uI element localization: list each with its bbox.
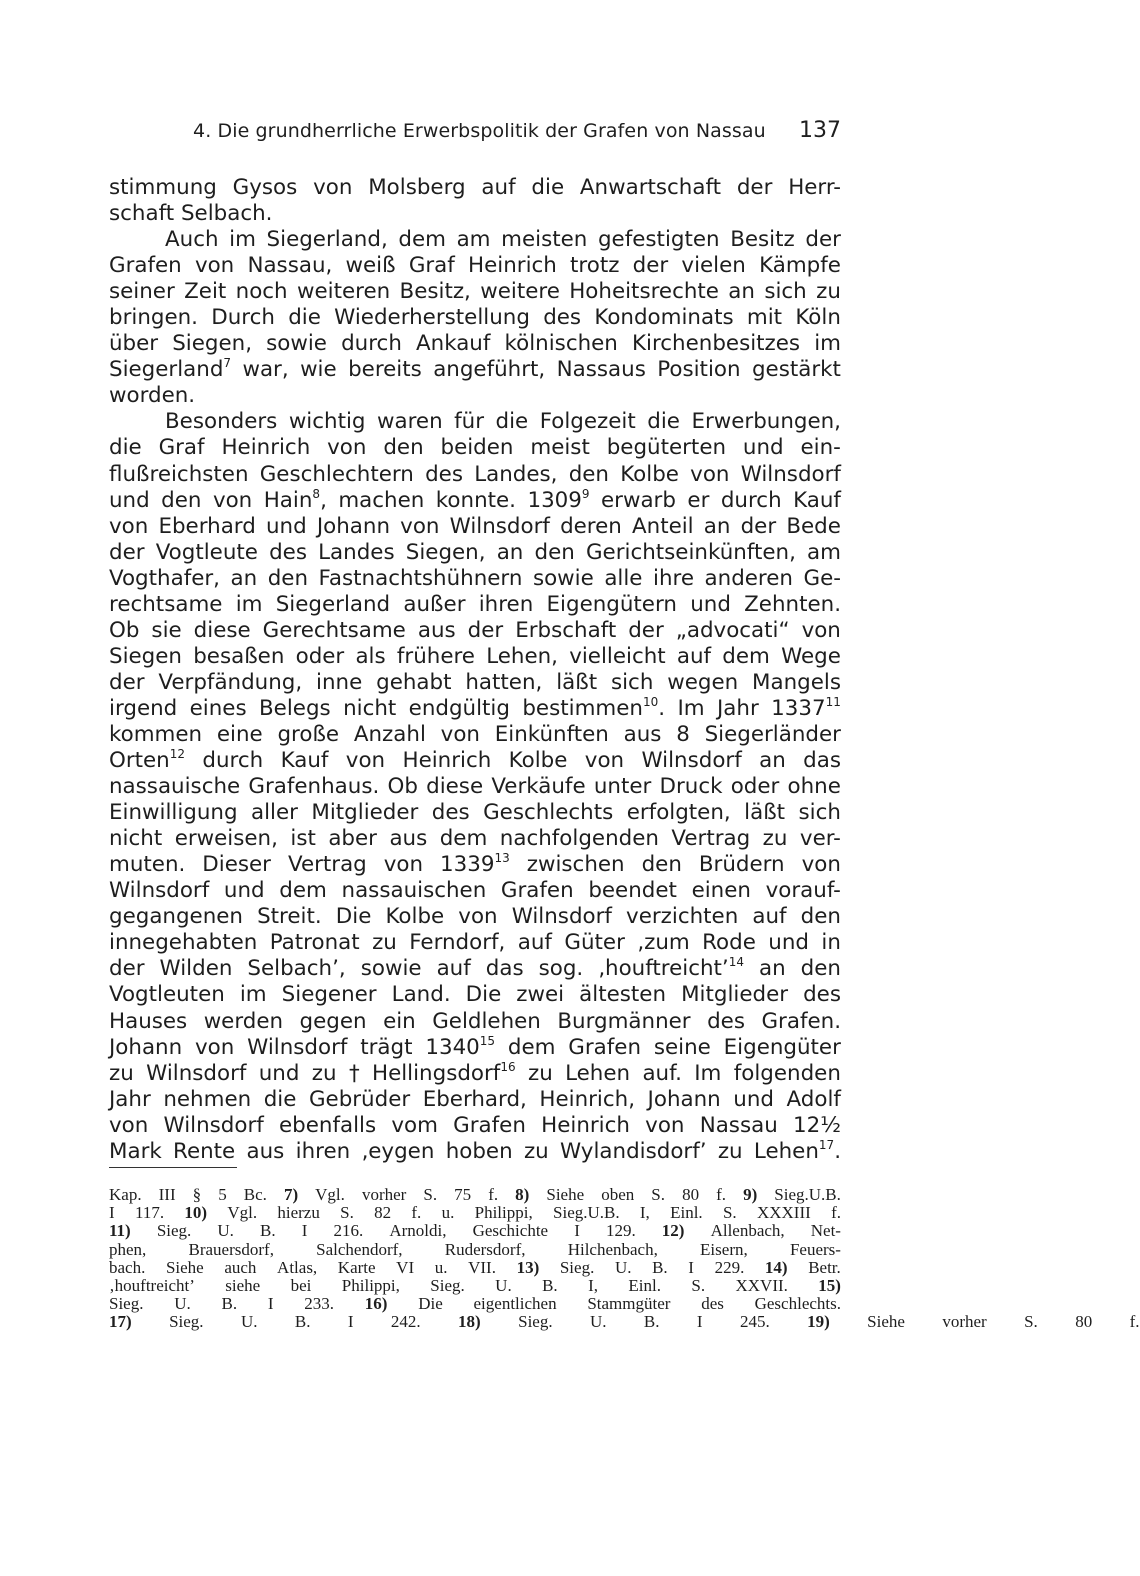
body-line: Johann von Wilnsdorf trägt 1340$^{15}$ dem Grafen seine Eigengüter bbox=[109, 1033, 841, 1060]
body-line: stimmung Gysos von Molsberg auf die Anwartschaft der Herr- bbox=[109, 175, 841, 200]
body-line: schaft Selbach. bbox=[109, 201, 273, 227]
body-line: seiner Zeit noch weiteren Besitz, weitere Hoheitsrechte an sich zu bbox=[109, 279, 841, 305]
body-line: worden. bbox=[109, 383, 196, 409]
body-line: Besonders wichtig waren für die Folgezeit die Erwerbungen, bbox=[165, 409, 841, 435]
footnote-line: bach. Siehe auch Atlas, Karte VI u. VII. 13) Sieg. U. B. I 229. 14) Betr. bbox=[109, 1257, 841, 1277]
body-line: und den von Hain$^8$, machen konnte. 1309$^9$ erwarb er durch Kauf bbox=[109, 486, 841, 513]
footnote-divider bbox=[109, 1167, 237, 1168]
body-line: Wilnsdorf und dem nassauischen Grafen beendet einen vorauf- bbox=[109, 878, 841, 904]
body-line: die Graf Heinrich von den beiden meist begüterten und ein- bbox=[109, 435, 841, 461]
body-line: Vogthafer, an den Fastnachtshühnern sowie alle ihre anderen Ge- bbox=[109, 565, 841, 591]
body-line: muten. Dieser Vertrag von 1339$^{13}$ zwischen den Brüdern von bbox=[109, 851, 841, 878]
body-line: der Verpfändung, inne gehabt hatten, läßt sich wegen Mangels bbox=[109, 669, 841, 695]
body-line: Grafen von Nassau, weiß Graf Heinrich trotz der vielen Kämpfe bbox=[109, 253, 841, 279]
body-line: Jahr nehmen die Gebrüder Eberhard, Heinrich, Johann und Adolf bbox=[109, 1086, 841, 1112]
body-line: nassauische Grafenhaus. Ob diese Verkäufe unter Druck oder ohne bbox=[109, 774, 841, 800]
body-line: der Wilden Selbach’, sowie auf das sog. ‚houftreicht’$^{14}$ an den bbox=[109, 955, 841, 982]
body-line: über Siegen, sowie durch Ankauf kölnischen Kirchenbesitzes im bbox=[109, 331, 841, 357]
body-line: Mark Rente aus ihren ‚eygen hoben zu Wylandisdorf’ zu Lehen$^{17}$. bbox=[109, 1137, 841, 1164]
body-line: Siegen besaßen oder als frühere Lehen, vielleicht auf dem Wege bbox=[109, 643, 841, 669]
body-line: Ob sie diese Gerechtsame aus der Erbschaft der „advocati“ von bbox=[109, 617, 841, 643]
running-title: 4. Die grundherrliche Erwerbspolitik der Grafen von Nassau bbox=[193, 120, 766, 142]
body-line: zu Wilnsdorf und zu † Hellingsdorf$^{16}$ zu Lehen auf. Im folgenden bbox=[109, 1059, 841, 1086]
body-line: Vogtleuten im Siegener Land. Die zwei ältesten Mitglieder des bbox=[109, 982, 841, 1008]
body-line: innegehabten Patronat zu Ferndorf, auf Güter ‚zum Rode und in bbox=[109, 930, 841, 956]
body-line: Einwilligung aller Mitglieder des Geschlechts erfolgten, läßt sich bbox=[109, 800, 841, 826]
footnote-line: phen, Brauersdorf, Salchendorf, Rudersdorf, Hilchenbach, Eisern, Feuers- bbox=[109, 1239, 841, 1259]
body-line: nicht erweisen, ist aber aus dem nachfolgenden Vertrag zu ver- bbox=[109, 826, 841, 852]
body-line: bringen. Durch die Wiederherstellung des Kondominats mit Köln bbox=[109, 305, 841, 331]
body-line: kommen eine große Anzahl von Einkünften aus 8 Siegerländer bbox=[109, 721, 841, 747]
footnote-line: 17) Sieg. U. B. I 242. 18) Sieg. U. B. I 245. 19) Siehe vorher S. 80 f. bbox=[109, 1312, 1140, 1332]
footnote-line: Sieg. U. B. I 233. 16) Die eigentlichen Stammgüter des Geschlechts. bbox=[109, 1294, 841, 1314]
body-line: von Wilnsdorf ebenfalls vom Grafen Heinrich von Nassau 12½ bbox=[109, 1112, 841, 1138]
body-line: gegangenen Streit. Die Kolbe von Wilnsdorf verzichten auf den bbox=[109, 904, 841, 930]
body-line: rechtsame im Siegerland außer ihren Eigengütern und Zehnten. bbox=[109, 591, 841, 617]
footnote-line: Kap. III § 5 Bc. 7) Vgl. vorher S. 75 f. 8) Siehe oben S. 80 f. 9) Sieg.U.B. bbox=[109, 1185, 841, 1204]
page-number: 137 bbox=[799, 118, 841, 143]
body-line: flußreichsten Geschlechtern des Landes, den Kolbe von Wilnsdorf bbox=[109, 461, 841, 487]
body-line: von Eberhard und Johann von Wilnsdorf deren Anteil an der Bede bbox=[109, 513, 841, 539]
body-line: Hauses werden gegen ein Geldlehen Burgmänner des Grafen. bbox=[109, 1008, 841, 1034]
body-line: der Vogtleute des Landes Siegen, an den Gerichtseinkünften, am bbox=[109, 539, 841, 565]
footnote-line: I 117. 10) Vgl. hierzu S. 82 f. u. Philippi, Sieg.U.B. I, Einl. S. XXXIII f. bbox=[109, 1203, 841, 1223]
footnote-line: ‚houftreicht’ siehe bei Philippi, Sieg. U. B. I, Einl. S. XXVII. 15) bbox=[109, 1275, 841, 1295]
body-line: Orten$^{12}$ durch Kauf von Heinrich Kolbe von Wilnsdorf an das bbox=[109, 747, 841, 774]
body-line: irgend eines Belegs nicht endgültig bestimmen$^{10}$. Im Jahr 1337$^{11}$ bbox=[109, 694, 841, 721]
footnote-line: 11) Sieg. U. B. I 216. Arnoldi, Geschichte I 129. 12) Allenbach, Net- bbox=[109, 1221, 841, 1241]
body-line: Auch im Siegerland, dem am meisten gefestigten Besitz der bbox=[165, 227, 841, 253]
footnotes bbox=[109, 1185, 1140, 1332]
body-text bbox=[109, 175, 841, 1165]
body-line: Siegerland$^7$ war, wie bereits angeführt, Nassaus Position gestärkt bbox=[109, 356, 841, 383]
running-header bbox=[109, 118, 841, 143]
